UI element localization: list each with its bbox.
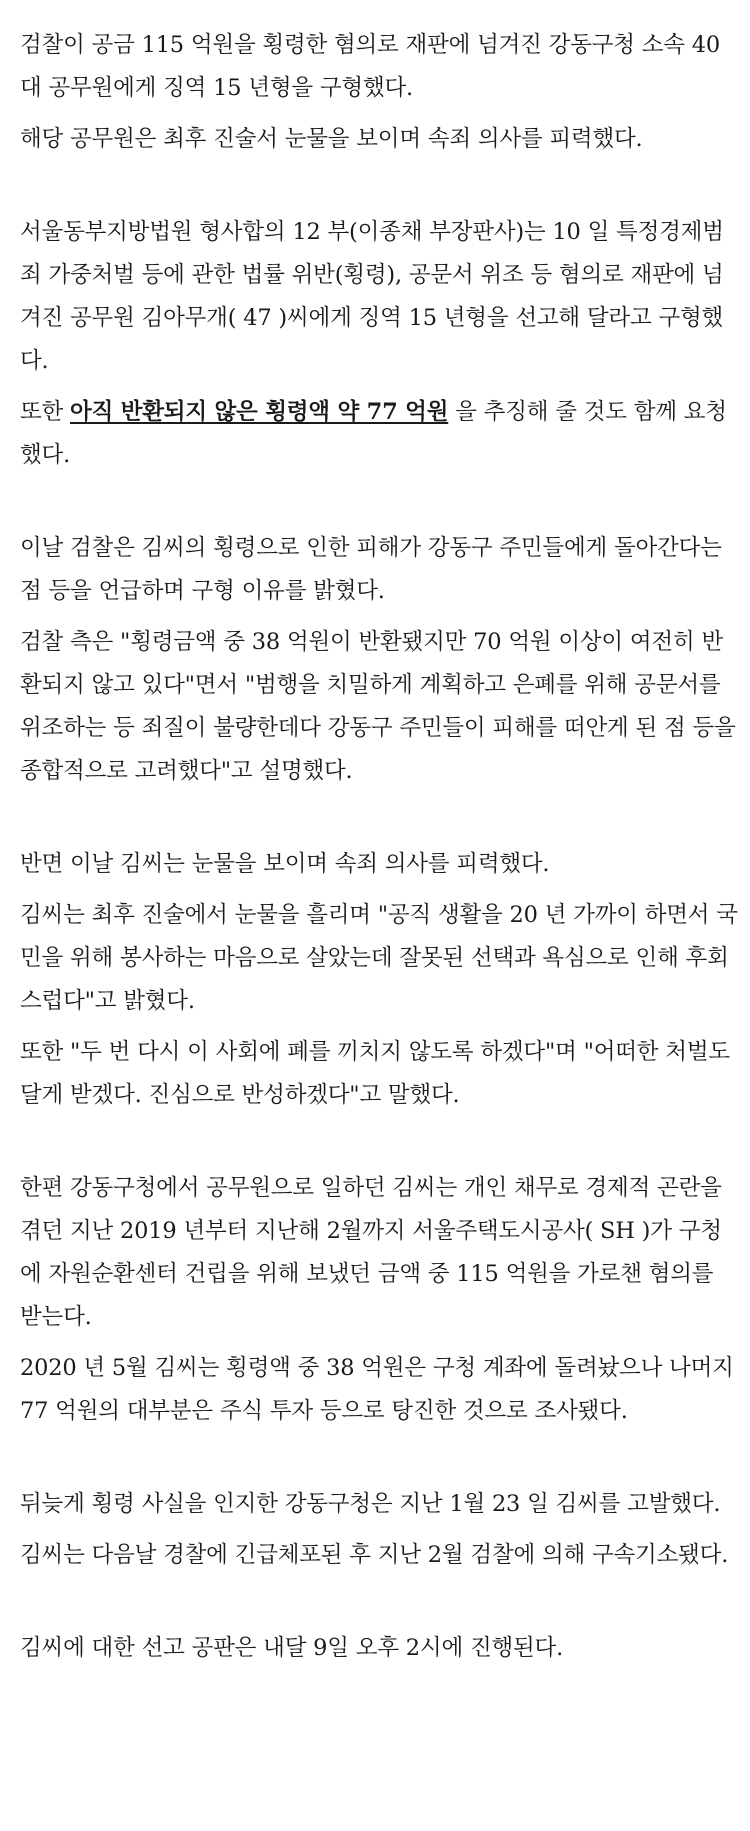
paragraph-prosecution-quote: 검찰 측은 "횡령금액 중 38 억원이 반환됐지만 70 억원 이상이 여전히 반환되지 않고 있다"면서 "범행을 치밀하게 계획하고 은폐를 위해 공문서를 위조하는 등 죄질이 불량한데다 강동구 주민들이 피해를 떠안게 된 점 등을 종합적으로 고려했다"고 설명했다. (20, 629, 736, 784)
paragraph-court-sentence-request: 서울동부지방법원 형사합의 12 부(이종채 부장판사)는 10 일 특정경제범죄 가중처벌 등에 관한 법률 위반(횡령), 공문서 위조 등 혐의로 재판에 넘겨진 공무원 김아무개( 47 )씨에게 징역 15 년형을 선고해 달라고 구형했다. (20, 219, 724, 374)
paragraph-arrest: 김씨는 다음날 경찰에 긴급체포된 후 지난 2월 검찰에 의해 구속기소됐다. (20, 1542, 729, 1568)
paragraph-remorse: 해당 공무원은 최후 진술서 눈물을 보이며 속죄 의사를 피력했다. (20, 126, 643, 152)
paragraph-complaint: 뒤늦게 횡령 사실을 인지한 강동구청은 지난 1월 23 일 김씨를 고발했다. (20, 1491, 721, 1517)
paragraph-apology: 또한 "두 번 다시 이 사회에 폐를 끼치지 않도록 하겠다"며 "어떠한 처벌도 달게 받겠다. 진심으로 반성하겠다"고 말했다. (20, 1039, 730, 1108)
paragraph-defendant-tears: 반면 이날 김씨는 눈물을 보이며 속죄 의사를 피력했다. (20, 851, 550, 877)
paragraph-final-statement: 김씨는 최후 진술에서 눈물을 흘리며 "공직 생활을 20 년 가까이 하면서 국민을 위해 봉사하는 마음으로 살았는데 잘못된 선택과 욕심으로 인해 후회스럽다"고 밝혔다. (20, 902, 738, 1014)
paragraph-recovery-request (20, 391, 740, 477)
highlighted-unreturned-amount: 아직 반환되지 않은 횡령액 약 77 억원 (70, 399, 449, 425)
paragraph-prosecution-reason: 이날 검찰은 김씨의 횡령으로 인한 피해가 강동구 주민들에게 돌아간다는 점 등을 언급하며 구형 이유를 밝혔다. (20, 535, 722, 604)
paragraph-partial-return: 2020 년 5월 김씨는 횡령액 중 38 억원은 구청 계좌에 돌려놨으나 나머지 77 억원의 대부분은 주식 투자 등으로 탕진한 것으로 조사됐다. (20, 1355, 734, 1424)
paragraph-indictment: 검찰이 공금 115 억원을 횡령한 혐의로 재판에 넘겨진 강동구청 소속 40 대 공무원에게 징역 15 년형을 구형했다. (20, 32, 721, 101)
recovery-request-tail: 을 추징해 줄 것도 함께 요청했다. (20, 399, 727, 468)
paragraph-verdict-date: 김씨에 대한 선고 공판은 내달 9일 오후 2시에 진행된다. (20, 1635, 564, 1661)
paragraph-background: 한편 강동구청에서 공무원으로 일하던 김씨는 개인 채무로 경제적 곤란을 겪던 지난 2019 년부터 지난해 2월까지 서울주택도시공사( SH )가 구청에 자원순환센터 건립을 위해 보냈던 금액 중 115 억원을 가로챈 혐의를 받는다. (20, 1175, 722, 1330)
news-article-body (20, 24, 740, 1670)
recovery-request-lead: 또한 (20, 399, 71, 425)
